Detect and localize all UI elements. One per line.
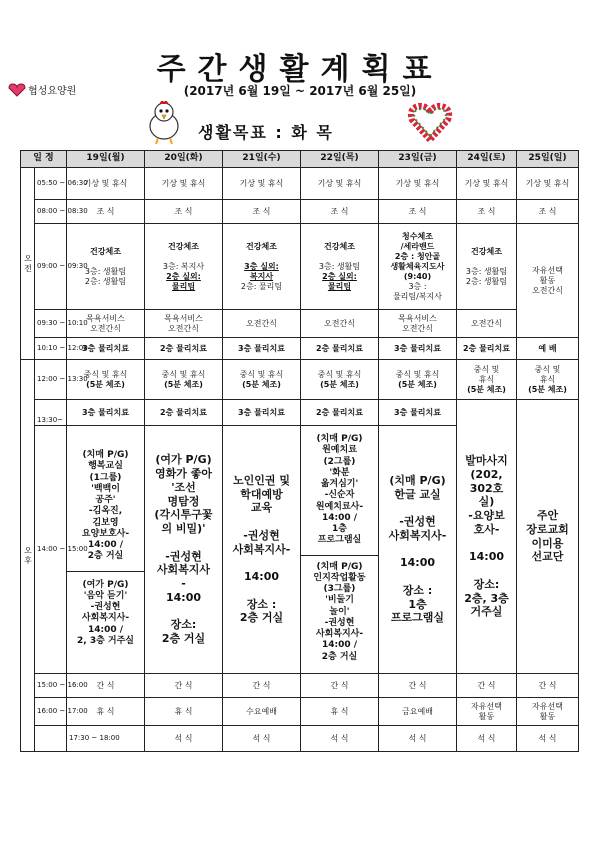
program-line: 14:00 [399, 556, 435, 570]
program-line: 요양보호사- [81, 528, 130, 539]
cell-line: 활동 [539, 275, 556, 285]
cell-line: 중식 및 [534, 364, 561, 374]
cell-fri-exercise [379, 224, 457, 310]
cell-line: 3층: 생활팀 [84, 266, 127, 276]
org-name-text: 협성요양원 [28, 86, 77, 97]
cell-line: 3층 실외: [244, 261, 279, 271]
session-am: 오전 [21, 168, 35, 360]
program-line: 공주' [95, 495, 116, 505]
program-line: 14:00 / [321, 512, 358, 523]
cell [517, 360, 579, 400]
program-line: -권성현 [243, 528, 280, 542]
cell [301, 360, 379, 400]
cell: 수요예배 [223, 698, 301, 726]
cell: 간 식 [379, 674, 457, 698]
cell: 오전간식 [301, 310, 379, 338]
cell-line: 중식 및 휴식 [317, 369, 362, 379]
program-line: (치매 P/G) [316, 434, 363, 445]
program-line: -권성현 [165, 549, 202, 563]
cell-line: (5분 체조) [528, 384, 567, 394]
program-line: 14:00 / [87, 624, 124, 635]
table-row [21, 674, 579, 698]
cell: 휴 식 [301, 698, 379, 726]
program-line: 김보영 [92, 517, 119, 528]
table-row [21, 726, 579, 752]
header-day: 25일(일) [517, 151, 579, 168]
cell: 3층 물리치료 [223, 338, 301, 360]
cell-line: 중식 및 휴식 [83, 369, 128, 379]
program-line: 14:00 [468, 550, 504, 564]
program-line: 프로그램실 [390, 611, 445, 625]
cell-thu-exercise [301, 224, 379, 310]
cell-line: 오전간식 [90, 323, 121, 333]
program-line: (각시투구꽃 [154, 508, 213, 522]
program-line: 장소: [473, 577, 500, 591]
cell: 기상 및 휴식 [145, 168, 223, 200]
program-line: -권성현 [324, 617, 355, 628]
cell-wed-exercise [223, 224, 301, 310]
program-line: 2, 3층 거주실 [77, 635, 134, 646]
cell-line: 중식 및 휴식 [239, 369, 284, 379]
cell [145, 360, 223, 400]
cell-line: (5분 체조) [398, 379, 437, 389]
program-line: '비둘기 [325, 595, 354, 606]
program-line: 사회복지사- [315, 629, 364, 640]
cell-line: 복지사 [249, 271, 274, 281]
time-cell: 09:00 ~ 09:30 [35, 224, 67, 310]
cell: 3층 물리치료 [67, 338, 145, 360]
cell-line: 건강체조 [471, 246, 502, 256]
cell-sun-free [517, 224, 579, 338]
program-line: -권성현 [90, 602, 121, 612]
program-line: (2그룹) [323, 456, 356, 467]
cell-line: 오전간식 [402, 323, 433, 333]
program-line: 2층 거실 [87, 551, 124, 562]
program-line: 의 비밀)' [161, 522, 206, 535]
cell-line: 2층 : 청안골 [394, 251, 441, 261]
cell: 오전간식 [457, 310, 517, 338]
cell: 3층 물리치료 [67, 400, 145, 426]
cell-line: 목욕서비스 [86, 313, 125, 323]
cell-thu-program [301, 426, 379, 674]
program-line: 호사- [473, 522, 500, 536]
program-line: (치매 P/G) [82, 450, 129, 460]
heart-wreath-icon [406, 98, 454, 146]
weekly-schedule-table [20, 150, 579, 752]
program-line: 장로교회 [526, 522, 569, 536]
program-line: 발마사지 [465, 454, 508, 467]
program-line: 장소 : [402, 583, 433, 597]
program-line [380, 543, 455, 557]
cell: 예 배 [517, 338, 579, 360]
cell-line: 생활체육지도사 [390, 261, 445, 271]
program-line [146, 605, 221, 619]
cell-line: 3층: 복지사 [162, 261, 205, 271]
program-line: 2층 거실 [161, 632, 206, 645]
cell-line: 3층: 생활팀 [465, 266, 508, 276]
program-mon-bottom [67, 572, 144, 656]
program-line: (여가 P/G) [155, 453, 212, 467]
cell: 2층 물리치료 [145, 400, 223, 426]
program-line: 1층 [332, 524, 347, 535]
cell-line: 활동 [539, 711, 556, 721]
table-row [21, 338, 579, 360]
cell: 휴 식 [67, 698, 145, 726]
program-line [224, 515, 299, 529]
time-cell: 17:30 ~ 18:00 [67, 726, 145, 752]
program-line: 1층 [408, 597, 427, 611]
program-line: 인지작업활동 [313, 572, 366, 583]
cell [379, 310, 457, 338]
cell-line: (5분 체조) [242, 379, 281, 389]
program-line: 노인인권 및 [233, 473, 290, 487]
program-line [380, 570, 455, 584]
cell: 2층 물리치료 [301, 400, 379, 426]
header-day: 24일(토) [457, 151, 517, 168]
header-day: 22일(목) [301, 151, 379, 168]
cell: 조 식 [379, 200, 457, 224]
program-line: (여가 P/G) [82, 579, 129, 590]
cell-line: (9:40) [403, 271, 432, 281]
cell-line: 3층 : [408, 281, 427, 291]
program-line [458, 564, 515, 578]
page-title: 주간생활계획표 [156, 52, 444, 87]
cell: 기상 및 휴식 [301, 168, 379, 200]
time-cell: 09:30 ~ 10:10 [35, 310, 67, 338]
cell: 조 식 [457, 200, 517, 224]
program-line: 장소: [170, 618, 197, 632]
time-cell: 13:30~ [35, 400, 67, 426]
cell: 휴 식 [145, 698, 223, 726]
header-row [21, 151, 579, 168]
cell: 3층 물리치료 [379, 338, 457, 360]
program-line: 주안 [536, 509, 559, 522]
cell: 간 식 [223, 674, 301, 698]
program-line: 선교단 [531, 550, 564, 564]
time-cell: 12:00 ~ 13:30 [35, 360, 67, 400]
program-line: 학대예방 [240, 487, 283, 501]
program-line: 302호 [469, 481, 504, 495]
cell [145, 310, 223, 338]
time-cell: 16:00 ~ 17:00 [35, 698, 67, 726]
cell: 오전간식 [223, 310, 301, 338]
program-line: 14:00 / [321, 640, 358, 651]
table-row [21, 200, 579, 224]
program-line: (치매 P/G) [316, 561, 363, 572]
cell-line: 오전간식 [168, 323, 199, 333]
cell: 조 식 [145, 200, 223, 224]
cell-line: 2층 실외: [166, 271, 201, 281]
cell-line: 물리팀 [171, 281, 196, 291]
cell-line: 오전간식 [532, 285, 563, 295]
cell-line: 활동 [478, 711, 495, 721]
program-line: 14:00 [243, 570, 279, 584]
cell-line: 중식 및 휴식 [161, 369, 206, 379]
cell: 3층 물리치료 [223, 400, 301, 426]
cell-line: 3층: 생활팀 [318, 261, 361, 271]
cell-line: 2층: 생활팀 [465, 276, 508, 286]
program-line: (치매 P/G) [389, 473, 446, 487]
program-line [380, 501, 455, 515]
cell-line: 2층: 물리팀 [240, 281, 283, 291]
cell [457, 698, 517, 726]
table-row [21, 360, 579, 400]
cell-line: (5분 체조) [320, 379, 359, 389]
cell: 간 식 [517, 674, 579, 698]
header-schedule: 일 정 [21, 151, 67, 168]
cell [379, 360, 457, 400]
cell: 기상 및 휴식 [457, 168, 517, 200]
cell-line: /세라밴드 [400, 241, 435, 251]
cell-sat-exercise [457, 224, 517, 310]
cell: 조 식 [67, 200, 145, 224]
cell-line: 2층: 생활팀 [84, 276, 127, 286]
cell: 기상 및 휴식 [379, 168, 457, 200]
cell-line: 청수체조 [402, 231, 433, 241]
cell-line: (5분 체조) [86, 379, 125, 389]
program-line: 거주실 [470, 605, 503, 619]
cell-line: 자유선택 [471, 701, 502, 711]
cell: 조 식 [223, 200, 301, 224]
program-line: -권성현 [399, 515, 436, 529]
cell: 간 식 [457, 674, 517, 698]
cell: 간 식 [67, 674, 145, 698]
header-day: 21일(수) [223, 151, 301, 168]
cell: 석 식 [223, 726, 301, 752]
cell: 2층 물리치료 [145, 338, 223, 360]
cell-sun-program [517, 400, 579, 674]
program-line: 14:00 [165, 590, 201, 604]
program-line: 사회복지사- [81, 613, 130, 624]
header-day: 19일(월) [67, 151, 145, 168]
cell-line: 건강체조 [324, 241, 355, 251]
session-spacer [35, 726, 67, 752]
cell: 석 식 [457, 726, 517, 752]
table-row [21, 224, 579, 310]
program-line: 2층 거실 [321, 651, 358, 662]
program-line: -요양보 [468, 509, 505, 522]
program-line: -신순자 [324, 490, 355, 501]
time-cell: 10:10 ~ 12:00 [35, 338, 67, 360]
cell: 기상 및 휴식 [223, 168, 301, 200]
program-line: 2층 거실 [239, 611, 284, 625]
program-line: (202, [470, 467, 503, 481]
cell-line: 물리팀 [327, 281, 352, 291]
cell: 기상 및 휴식 [517, 168, 579, 200]
header-day: 23일(금) [379, 151, 457, 168]
chicken-icon [140, 98, 188, 146]
time-cell: 15:00 ~ 16:00 [35, 674, 67, 698]
program-line [458, 537, 515, 551]
cell-line: (5분 체조) [164, 379, 203, 389]
program-line: 교육 [250, 501, 273, 515]
program-line: 영화가 좋아 [155, 467, 212, 480]
program-line: (1그룹) [89, 472, 122, 483]
program-line: 놀이' [329, 606, 350, 617]
program-line [224, 584, 299, 598]
program-line: 사회복지사- [232, 542, 291, 556]
program-thu-bottom [301, 556, 378, 669]
program-line: 옮겨심기' [320, 479, 359, 490]
cell: 석 식 [145, 726, 223, 752]
cell [223, 360, 301, 400]
time-cell: 08:00 ~ 08:30 [35, 200, 67, 224]
program-line: 이미용 [531, 536, 564, 550]
program-line: 한글 교실 [394, 487, 441, 501]
time-cell: 05:50 ~ 06:30 [35, 168, 67, 200]
cell-line: 목욕서비스 [164, 313, 203, 323]
table-row [21, 400, 579, 426]
time-cell: 14:00 ~ 15:00 [35, 426, 67, 674]
program-line: 14:00 / [87, 540, 124, 550]
program-line: '백백이 [91, 483, 120, 494]
cell-line: 중식 및 휴식 [395, 369, 440, 379]
cell: 3층 물리치료 [379, 400, 457, 426]
cell-sat-program [457, 400, 517, 674]
cell-fri-program [379, 426, 457, 674]
cell-line: 중식 및 [473, 364, 500, 374]
program-line: 명탐정 [167, 494, 200, 508]
cell [517, 698, 579, 726]
life-goal: 생활목표 : 화 목 [198, 123, 334, 142]
program-line: 원예치료 [322, 445, 357, 456]
cell-tue-program [145, 426, 223, 674]
cell-line: 자유선택 [532, 701, 563, 711]
cell-line: 건강체조 [90, 246, 121, 256]
program-line: 사회복지사- [388, 528, 447, 542]
cell: 금요예배 [379, 698, 457, 726]
session-pm: 오후 [21, 360, 35, 752]
cell-line: 물리팀/복지사 [392, 291, 443, 301]
program-line: '조선 [171, 480, 196, 494]
program-line [146, 536, 221, 550]
program-line: 원예치료사- [315, 501, 364, 512]
cell-line: 휴식 [478, 374, 495, 384]
cell: 간 식 [301, 674, 379, 698]
cell-line: 건강체조 [168, 241, 199, 251]
program-line: 실) [478, 495, 495, 509]
program-line: '음악 듣기' [83, 590, 128, 601]
program-line: 프로그램실 [317, 535, 362, 546]
table-row [21, 310, 579, 338]
cell [457, 360, 517, 400]
cell-wed-program [223, 426, 301, 674]
program-thu-top [301, 430, 378, 556]
cell: 2층 물리치료 [301, 338, 379, 360]
table-row [21, 698, 579, 726]
date-range: (2017년 6월 19일 ~ 2017년 6월 25일) [183, 84, 417, 98]
program-line: 사회복지사 [156, 563, 211, 577]
program-line: 2층, 3층 [464, 591, 509, 605]
cell-line: 목욕서비스 [398, 313, 437, 323]
program-line: - [181, 577, 186, 590]
cell-tue-exercise [145, 224, 223, 310]
cell-line: 2층 실외: [322, 271, 357, 281]
program-line: 장소 : [246, 597, 277, 611]
cell-line: 자유선택 [532, 265, 563, 275]
cell-line: 휴식 [539, 374, 556, 384]
cell: 석 식 [517, 726, 579, 752]
cell: 2층 물리치료 [457, 338, 517, 360]
program-line: 행복교실 [88, 461, 123, 472]
cell: 조 식 [301, 200, 379, 224]
table-row [21, 168, 579, 200]
cell: 간 식 [145, 674, 223, 698]
program-line: -김옥진, [88, 506, 123, 517]
program-line [224, 556, 299, 570]
header-day: 20일(화) [145, 151, 223, 168]
cell: 석 식 [301, 726, 379, 752]
cell-line: 건강체조 [246, 241, 277, 251]
program-line: (3그룹) [323, 584, 356, 595]
cell: 조 식 [517, 200, 579, 224]
cell: 석 식 [379, 726, 457, 752]
cell-line: (5분 체조) [467, 384, 506, 394]
program-line: '화분 [329, 467, 350, 478]
cell: 기상 및 휴식 [67, 168, 145, 200]
